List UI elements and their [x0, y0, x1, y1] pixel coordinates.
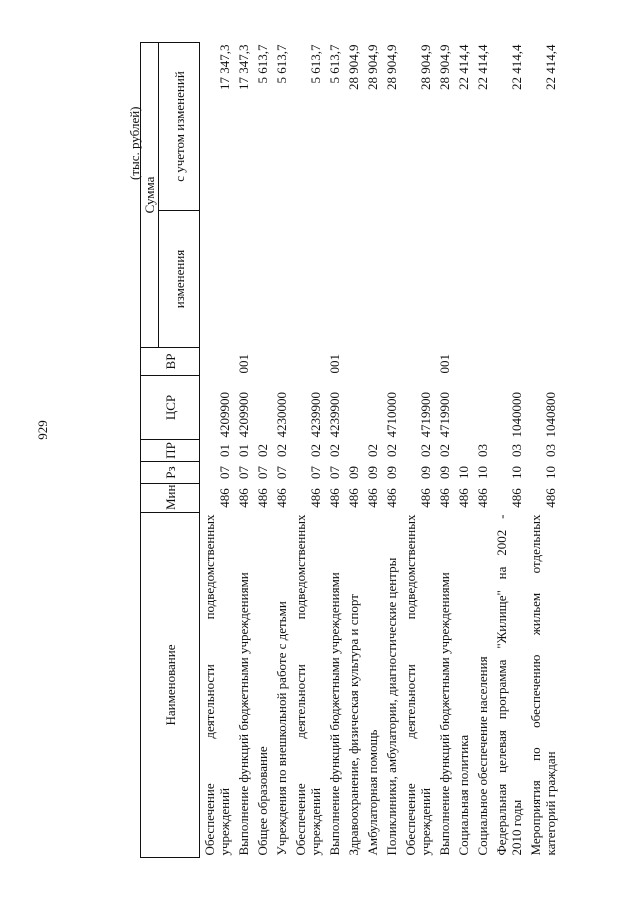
row-vr: [291, 348, 325, 376]
row-name-line1: Поликлиники, амбулатории, диагностические центры: [384, 557, 399, 856]
row-pr: [344, 440, 363, 462]
row-pr: [454, 440, 473, 462]
row-changes: [272, 211, 291, 348]
header-with-changes: с учетом изменений: [159, 43, 200, 211]
row-pr: 01: [236, 444, 251, 457]
row-vr: [492, 348, 526, 376]
row-rz: 07: [274, 466, 289, 479]
row-name-line1: Амбулаторная помощь: [365, 729, 380, 856]
row-name: [272, 513, 291, 858]
row-csr: 4209900: [217, 392, 232, 438]
row-pr: 03: [509, 444, 524, 457]
row-vr: [382, 348, 401, 376]
row-name: [344, 513, 363, 858]
row-name-line2: 2010 годы: [509, 799, 524, 856]
row-name: [454, 513, 473, 858]
row-name: [291, 513, 325, 858]
row-pr: 02: [255, 444, 270, 457]
page-number: 929: [35, 420, 50, 440]
row-pr: 02: [384, 444, 399, 457]
row-total: 28 904,9: [365, 44, 380, 90]
row-total: 5 613,7: [327, 44, 342, 84]
row-changes: [291, 211, 325, 348]
row-vr: [253, 348, 272, 376]
table-row: [325, 43, 344, 858]
row-name-line1: Федеральная целевая программа "Жилище" на 2002 -: [494, 514, 509, 856]
budget-table: [140, 42, 560, 858]
row-total: 5 613,7: [255, 44, 270, 84]
row-rz: 07: [327, 466, 342, 479]
row-rz: 10: [475, 466, 490, 479]
row-rz: 07: [255, 466, 270, 479]
table-header: [141, 43, 200, 858]
row-csr: [473, 376, 492, 440]
table-body: [200, 43, 561, 858]
row-pr: 02: [365, 444, 380, 457]
table-row: [234, 43, 253, 858]
row-rz: 09: [384, 466, 399, 479]
row-min: 486: [509, 488, 524, 508]
row-min: 486: [217, 488, 232, 508]
header-min: Мин: [141, 484, 200, 513]
header-pr: ПР: [141, 440, 200, 462]
row-vr: [344, 348, 363, 376]
row-min: 486: [236, 488, 251, 508]
row-total: 17 347,3: [217, 44, 232, 90]
row-csr: [454, 376, 473, 440]
row-changes: [435, 211, 454, 348]
row-pr: 03: [475, 444, 490, 457]
row-total: 22 414,4: [509, 44, 524, 90]
row-min: 486: [543, 488, 558, 508]
row-name-line1: Обеспечение деятельности подведомственных: [293, 514, 308, 856]
row-vr: [200, 348, 235, 376]
row-csr: 4710000: [384, 392, 399, 438]
table-row: [253, 43, 272, 858]
table-row: [492, 43, 526, 858]
row-rz: 10: [543, 466, 558, 479]
row-name: [325, 513, 344, 858]
row-min: 486: [308, 488, 323, 508]
row-changes: [325, 211, 344, 348]
row-changes: [344, 211, 363, 348]
row-csr: 4719900: [418, 392, 433, 438]
table-row: [291, 43, 325, 858]
row-name: [253, 513, 272, 858]
row-min: 486: [346, 488, 361, 508]
row-changes: [363, 211, 382, 348]
row-csr: 4230000: [274, 392, 289, 438]
row-min: 486: [456, 488, 471, 508]
row-csr: 4239900: [327, 392, 342, 438]
row-vr: [454, 348, 473, 376]
row-min: 486: [384, 488, 399, 508]
row-csr: 4719900: [437, 392, 452, 438]
row-min: 486: [327, 488, 342, 508]
row-total: 28 904,9: [437, 44, 452, 90]
units-label: (тыс. рублей): [127, 106, 142, 180]
row-name-line1: Обеспечение деятельности подведомственных: [202, 514, 217, 856]
row-vr: [363, 348, 382, 376]
row-vr: [272, 348, 291, 376]
row-name: [473, 513, 492, 858]
row-pr: 02: [274, 444, 289, 457]
row-name: [363, 513, 382, 858]
row-name-line2: учреждений: [217, 787, 232, 856]
table-row: [435, 43, 454, 858]
row-name-line2: учреждений: [418, 787, 433, 856]
row-pr: 01: [217, 444, 232, 457]
row-min: 486: [418, 488, 433, 508]
row-changes: [401, 211, 435, 348]
row-pr: 02: [437, 444, 452, 457]
row-name-line1: Выполнение функций бюджетными учреждениями: [327, 572, 342, 856]
header-rz: Рз: [141, 462, 200, 484]
row-csr: 1040800: [543, 392, 558, 438]
row-name-line1: Учреждения по внешкольной работе с детьми: [274, 601, 289, 856]
row-total: 5 613,7: [308, 44, 323, 84]
row-name-line1: Социальное обеспечение населения: [475, 656, 490, 856]
row-name-line1: Выполнение функций бюджетными учреждениями: [437, 572, 452, 856]
row-min: 486: [365, 488, 380, 508]
table-row: [473, 43, 492, 858]
row-changes: [234, 211, 253, 348]
row-csr: [344, 376, 363, 440]
row-pr: 02: [327, 444, 342, 457]
row-changes: [492, 211, 526, 348]
table-row: [454, 43, 473, 858]
row-changes: [526, 211, 560, 348]
row-name-line2: категорий граждан: [543, 751, 558, 856]
row-pr: 03: [543, 444, 558, 457]
row-vr: 001: [437, 354, 452, 374]
row-vr: 001: [236, 354, 251, 374]
row-name-line1: Социальная политика: [456, 734, 471, 856]
row-pr: 02: [418, 444, 433, 457]
row-name: [382, 513, 401, 858]
row-min: 486: [475, 488, 490, 508]
header-vr: ВР: [141, 348, 200, 376]
row-changes: [473, 211, 492, 348]
row-name-line1: Обеспечение деятельности подведомственных: [403, 514, 418, 856]
row-rz: 10: [456, 466, 471, 479]
row-min: 486: [255, 488, 270, 508]
table-row: [272, 43, 291, 858]
row-name: [234, 513, 253, 858]
row-rz: 10: [509, 466, 524, 479]
row-min: 486: [274, 488, 289, 508]
row-changes: [454, 211, 473, 348]
header-sum: Сумма: [141, 43, 159, 348]
table-row: [363, 43, 382, 858]
table-row: [344, 43, 363, 858]
row-total: 28 904,9: [384, 44, 399, 90]
row-rz: 07: [308, 466, 323, 479]
header-name: Наименование: [141, 513, 200, 858]
row-name: [401, 513, 435, 858]
table-row: [526, 43, 560, 858]
row-total: 22 414,4: [475, 44, 490, 90]
row-csr: [363, 376, 382, 440]
row-rz: 07: [236, 466, 251, 479]
row-total: 22 414,4: [543, 44, 558, 90]
table-row: [401, 43, 435, 858]
row-vr: 001: [327, 354, 342, 374]
header-csr: ЦСР: [141, 376, 200, 440]
row-pr: 02: [308, 444, 323, 457]
row-total: 17 347,3: [236, 44, 251, 90]
row-vr: [401, 348, 435, 376]
row-total: 22 414,4: [456, 44, 471, 90]
row-total: 28 904,9: [346, 44, 361, 90]
row-min: 486: [437, 488, 452, 508]
row-total: 5 613,7: [274, 44, 289, 84]
row-rz: 09: [437, 466, 452, 479]
row-csr: 4239900: [308, 392, 323, 438]
row-rz: 09: [418, 466, 433, 479]
row-rz: 09: [346, 466, 361, 479]
row-changes: [200, 211, 235, 348]
row-name: [435, 513, 454, 858]
row-name: [526, 513, 560, 858]
row-vr: [526, 348, 560, 376]
row-name: [492, 513, 526, 858]
row-name: [200, 513, 235, 858]
header-changes: изменения: [159, 211, 200, 348]
row-rz: 09: [365, 466, 380, 479]
table-row: [200, 43, 235, 858]
row-name-line1: Здравоохранение, физическая культура и спорт: [346, 594, 361, 856]
table-row: [382, 43, 401, 858]
row-name-line1: Общее образование: [255, 746, 270, 856]
row-changes: [253, 211, 272, 348]
row-csr: 4209900: [236, 392, 251, 438]
row-name-line1: Мероприятия по обеспечению жильем отдельных: [528, 514, 543, 856]
row-csr: 1040000: [509, 392, 524, 438]
row-csr: [253, 376, 272, 440]
row-vr: [473, 348, 492, 376]
row-rz: 07: [217, 466, 232, 479]
row-name-line2: учреждений: [308, 787, 323, 856]
row-total: 28 904,9: [418, 44, 433, 90]
row-name-line1: Выполнение функций бюджетными учреждениями: [236, 572, 251, 856]
row-changes: [382, 211, 401, 348]
